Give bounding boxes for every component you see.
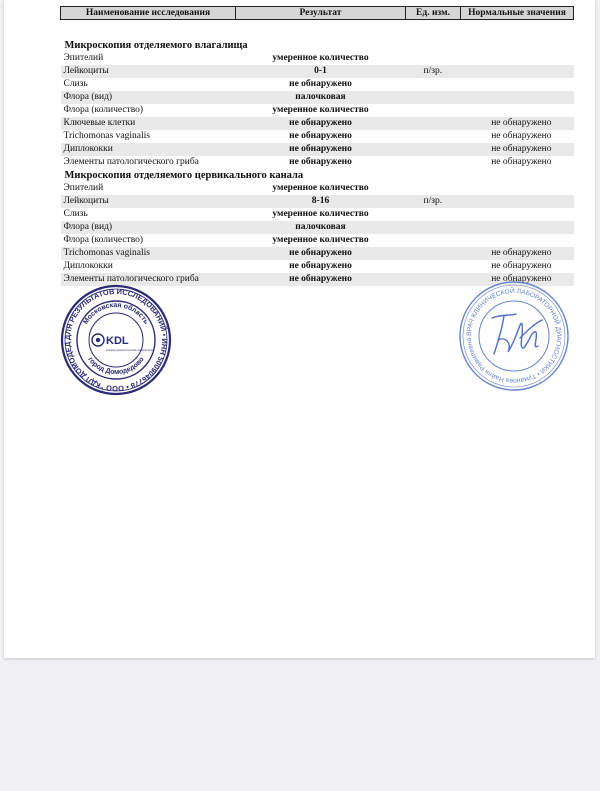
seal-logo-text: KDL [106,335,129,347]
result-cell: не обнаружено [236,143,406,156]
table-row [61,78,574,91]
test-name-cell: Trichomonas vaginalis [61,130,236,143]
result-cell: не обнаружено [236,117,406,130]
unit-cell [406,130,461,143]
seal-outer-text: ДЛЯ РЕЗУЛЬТАТОВ ИССЛЕДОВАНИЙ • ИНН 5009046778 • ООО "КДЛ ДОМОДЕД [62,286,170,394]
normal-value-cell [461,104,574,117]
results-document [60,6,573,286]
unit-cell [406,234,461,247]
table-spacer [61,20,574,40]
unit-cell [406,156,461,169]
unit-cell [406,91,461,104]
section-title: Микроскопия отделяемого влагалища [64,40,248,51]
unit-cell [406,52,461,65]
unit-cell [406,117,461,130]
normal-value-cell: не обнаружено [461,130,574,143]
table-row [61,182,574,195]
table-row [61,52,574,65]
table-row [61,117,574,130]
unit-cell: п/зр. [406,65,461,78]
section-header [61,39,574,52]
unit-cell [406,78,461,91]
result-cell: умеренное количество [236,208,406,221]
test-name-cell: Слизь [61,208,236,221]
result-cell: не обнаружено [236,260,406,273]
table-row [61,156,574,169]
normal-value-cell: не обнаружено [461,143,574,156]
test-name-cell: Эпителий [61,182,236,195]
result-cell: не обнаружено [236,247,406,260]
stamps-area [4,280,595,400]
normal-value-cell [461,65,574,78]
header-result: Результат [236,7,406,20]
test-name-cell: Лейкоциты [61,195,236,208]
signature-icon [492,314,542,354]
result-cell: не обнаружено [236,273,406,286]
normal-value-cell [461,221,574,234]
normal-value-cell: не обнаружено [461,273,574,286]
unit-cell [406,143,461,156]
table-row [61,143,574,156]
normal-value-cell [461,195,574,208]
header-unit: Ед. изм. [406,7,461,20]
svg-text:Московская область [82,302,149,326]
table-body [61,20,574,287]
results-table [60,6,574,286]
test-name-cell: Флора (вид) [61,91,236,104]
test-name-cell: Флора (количество) [61,104,236,117]
table-row [61,130,574,143]
document-page [4,0,595,658]
spacer-cell [61,20,574,40]
normal-value-cell: не обнаружено [461,260,574,273]
test-name-cell: Флора (количество) [61,234,236,247]
unit-cell [406,260,461,273]
unit-cell [406,208,461,221]
result-cell: умеренное количество [236,104,406,117]
seal-logo-subtitle: клинико-диагностические лаборатории [106,349,154,352]
normal-value-cell: не обнаружено [461,247,574,260]
unit-cell: п/зр. [406,195,461,208]
normal-value-cell [461,208,574,221]
table-row [61,234,574,247]
header-normal-values: Нормальные значения [461,7,574,20]
test-name-cell: Эпителий [61,52,236,65]
test-name-cell: Trichomonas vaginalis [61,247,236,260]
table-row [61,221,574,234]
test-name-cell: Элементы патологического гриба [61,156,236,169]
result-cell: не обнаружено [236,78,406,91]
table-row [61,260,574,273]
result-cell: не обнаружено [236,156,406,169]
normal-value-cell [461,91,574,104]
result-cell: палочковая [236,91,406,104]
result-cell: палочковая [236,221,406,234]
table-row [61,208,574,221]
organization-seal [60,284,172,401]
normal-value-cell [461,52,574,65]
doctor-stamp-with-signature [458,280,570,397]
unit-cell [406,247,461,260]
result-cell: умеренное количество [236,52,406,65]
test-name-cell: Слизь [61,78,236,91]
result-cell: умеренное количество [236,182,406,195]
unit-cell [406,182,461,195]
table-row [61,247,574,260]
test-name-cell: Диплококки [61,260,236,273]
normal-value-cell [461,78,574,91]
test-name-cell: Диплококки [61,143,236,156]
unit-cell [406,221,461,234]
seal-city-text: город Домодедово [86,356,146,377]
table-row [61,195,574,208]
unit-cell [406,104,461,117]
test-name-cell: Ключевые клетки [61,117,236,130]
normal-value-cell [461,182,574,195]
seal-region-text: Московская область [82,301,150,326]
section-title: Микроскопия отделяемого цервикального канала [64,170,304,181]
normal-value-cell: не обнаружено [461,156,574,169]
test-name-cell: Флора (вид) [61,221,236,234]
table-row [61,91,574,104]
doctor-stamp-text: ВРАЧ КЛИНИЧЕСКОЙ ЛАБОРАТОРНОЙ ДИАГНОСТИКИ • Туманова Найля Рамилевна [465,287,563,385]
normal-value-cell [461,234,574,247]
table-header [61,7,574,20]
test-name-cell: Элементы патологического гриба [61,273,236,286]
table-row [61,104,574,117]
normal-value-cell: не обнаружено [461,117,574,130]
test-name-cell: Лейкоциты [61,65,236,78]
header-test-name: Наименование исследования [61,7,236,20]
result-cell: не обнаружено [236,130,406,143]
result-cell: 0-1 [236,65,406,78]
section-header [61,169,574,182]
result-cell: 8-16 [236,195,406,208]
result-cell: умеренное количество [236,234,406,247]
table-row [61,65,574,78]
